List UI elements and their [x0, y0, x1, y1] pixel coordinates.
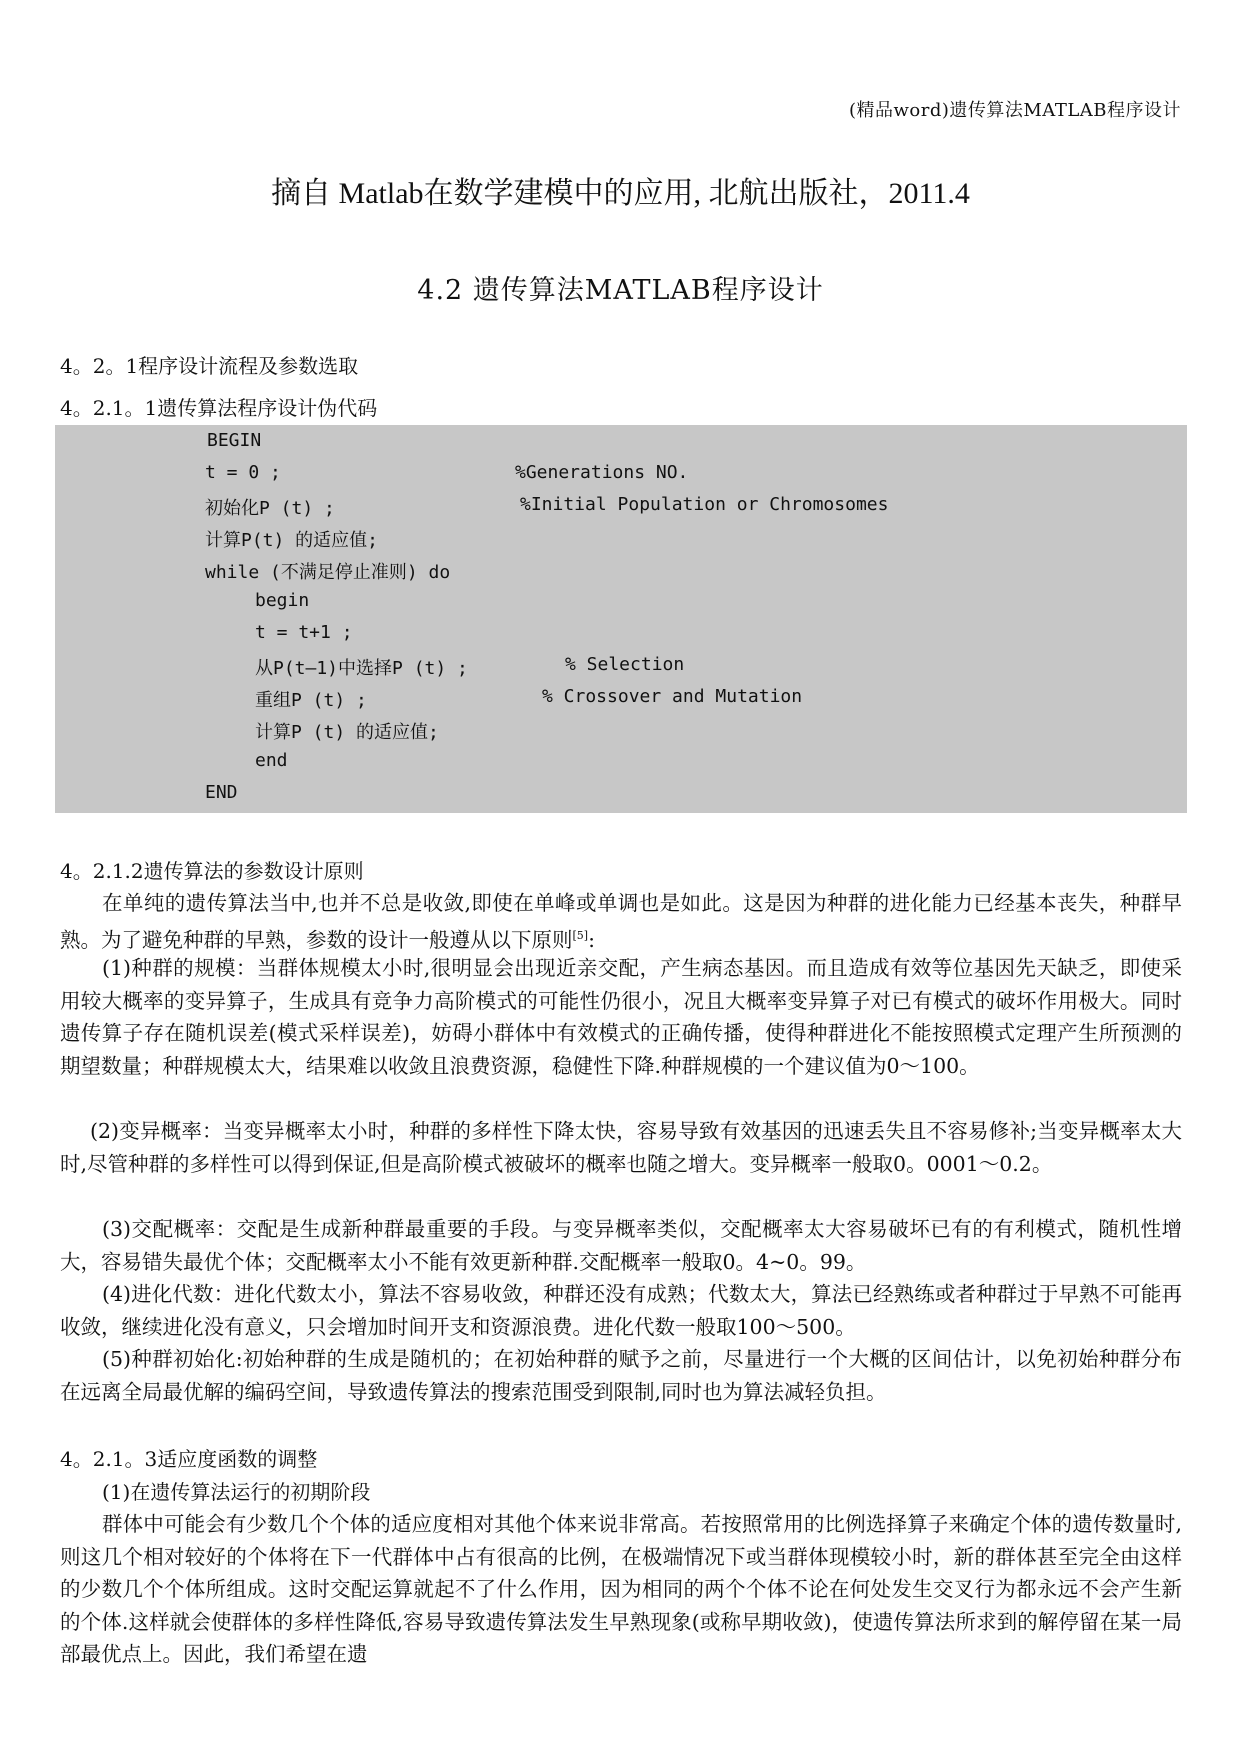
- heading-4-2-1-1: 4。2.1。1遗传算法程序设计伪代码: [60, 396, 378, 420]
- paragraph-intro-text: 在单纯的遗传算法当中,也并不总是收敛,即使在单峰或单调也是如此。这是因为种群的进化能力已经基本丧失，种群早熟。为了避免种群的早熟，参数的设计一般遵从以下原则: [60, 891, 1182, 952]
- source-line: 摘自 Matlab在数学建模中的应用, 北航出版社，2011.4: [271, 177, 970, 210]
- code-comment: %Initial Population or Chromosomes: [520, 494, 889, 515]
- code-comment: % Crossover and Mutation: [542, 686, 803, 707]
- code-line: 计算P(t) 的适应值;: [205, 530, 379, 551]
- section-title: 4.2 遗传算法MATLAB程序设计: [417, 275, 824, 306]
- paragraph-generations: (4)进化代数：进化代数太小，算法不容易收敛，种群还没有成熟；代数太大，算法已经熟练或者种群过于早熟不可能再收敛，继续进化没有意义，只会增加时间开支和资源浪费。进化代数一般取100～500。: [60, 1282, 1182, 1339]
- code-line: t = 0 ;: [205, 462, 281, 483]
- code-comment: %Generations NO.: [515, 462, 689, 483]
- citation-ref: [5]: [572, 928, 589, 942]
- code-line: 计算P (t) 的适应值;: [255, 722, 439, 743]
- code-line: END: [205, 782, 238, 803]
- code-line: begin: [255, 590, 310, 611]
- code-line: 初始化P (t) ;: [205, 498, 335, 519]
- paragraph-initial-phase: 群体中可能会有少数几个个体的适应度相对其他个体来说非常高。若按照常用的比例选择算子来确定个体的遗传数量时,则这几个相对较好的个体将在下一代群体中占有很高的比例，在极端情况下或当群体现模较小时，新的群体甚至完全由这样的少数几个个体所组成。这时交配运算就起不了什么作用，因为相同的两个个体不论在何处发生交叉行为都永远不会产生新的个体.这样就会使群体的多样性降低,容易导致遗传算法发生早熟现象(或称早期收敛)，使遗传算法所求到的解停留在某一局部最优点上。因此，我们希望在遗: [60, 1512, 1182, 1666]
- code-line: while (不满足停止准则) do: [205, 562, 451, 583]
- code-line: 从P(t—1)中选择P (t) ;: [255, 658, 468, 679]
- header-note: (精品word)遗传算法MATLAB程序设计: [848, 100, 1181, 121]
- paragraph-mutation-rate: (2)变异概率：当变异概率太小时，种群的多样性下降太快，容易导致有效基因的迅速丢失且不容易修补;当变异概率太大时,尽管种群的多样性可以得到保证,但是高阶模式被破坏的概率也随之增大。变异概率一般取0。0001～0.2。: [60, 1119, 1182, 1176]
- code-comment: % Selection: [565, 654, 685, 675]
- paragraph-crossover-rate: (3)交配概率：交配是生成新种群最重要的手段。与变异概率类似，交配概率太大容易破坏已有的有利模式，随机性增大，容易错失最优个体；交配概率太小不能有效更新种群.交配概率一般取0。4~0。99。: [60, 1217, 1182, 1274]
- paragraph-population-size: (1)种群的规模：当群体规模太小时,很明显会出现近亲交配，产生病态基因。而且造成有效等位基因先天缺乏，即使采用较大概率的变异算子，生成具有竞争力高阶模式的可能性仍很小，况且大概率变异算子对已有模式的破坏作用极大。同时遗传算子存在随机误差(模式采样误差)，妨碍小群体中有效模式的正确传播，使得种群进化不能按照模式定理产生所预测的期望数量；种群规模太大，结果难以收敛且浪费资源，稳健性下降.种群规模的一个建议值为0～100。: [60, 956, 1182, 1078]
- paragraph-intro: [60, 887, 1182, 956]
- code-line: BEGIN: [207, 430, 262, 451]
- heading-4-2-1-3: 4。2.1。3适应度函数的调整: [60, 1447, 318, 1471]
- paragraph-initialization: (5)种群初始化:初始种群的生成是随机的；在初始种群的赋予之前，尽量进行一个大概的区间估计，以免初始种群分布在远离全局最优解的编码空间，导致遗传算法的搜索范围受到限制,同时也为算法减轻负担。: [60, 1347, 1182, 1404]
- paragraph-intro-end: :: [588, 927, 596, 952]
- code-line: end: [255, 750, 288, 771]
- code-line: t = t+1 ;: [255, 622, 353, 643]
- code-line: 重组P (t) ;: [255, 690, 367, 711]
- pseudocode-block: [55, 425, 1187, 813]
- heading-4-2-1-2: 4。2.1.2遗传算法的参数设计原则: [60, 859, 364, 883]
- heading-4-2-1: 4。2。1程序设计流程及参数选取: [60, 354, 359, 378]
- subheading-initial-phase: (1)在遗传算法运行的初期阶段: [102, 1480, 371, 1504]
